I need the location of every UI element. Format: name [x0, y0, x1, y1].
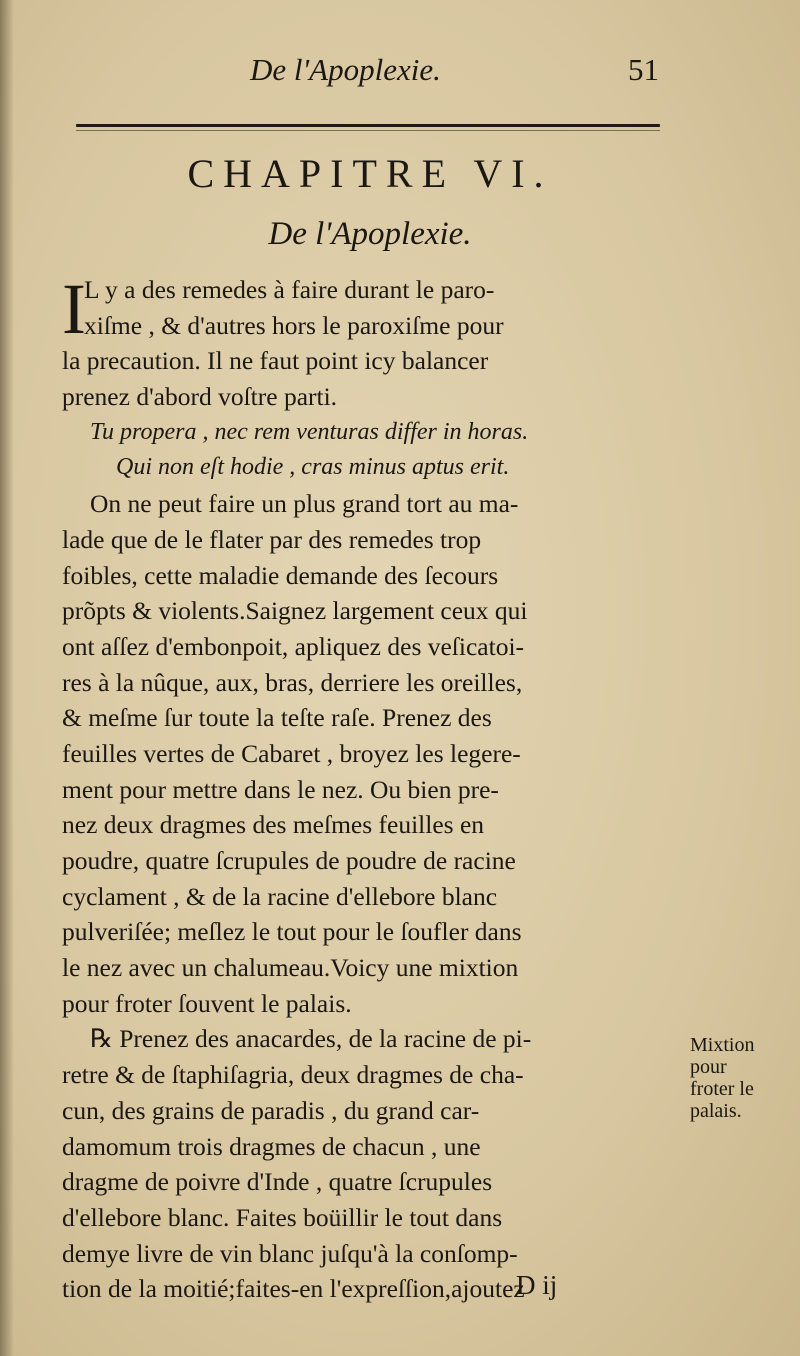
text-line: cun, des grains de paradis , du grand car-: [62, 1095, 480, 1125]
chapter-title: CHAPITRE VI.: [187, 151, 553, 196]
header-rule: [76, 124, 660, 127]
text-line: la precaution. Il ne faut point icy balancer: [62, 346, 489, 376]
text-line: tion de la moitié;faites-en l'expreſſion,ajoutez: [62, 1274, 525, 1304]
text-line: le nez avec un chalumeau.Voicy une mixtion: [62, 953, 519, 983]
text-line: xiſme , & d'autres hors le paroxiſme pour: [84, 310, 504, 340]
margin-note-line: Mixtion: [690, 1034, 755, 1056]
text-line: ment pour mettre dans le nez. Ou bien pre-: [62, 774, 499, 804]
chapter-subtitle: De l'Apoplexie.: [268, 216, 472, 252]
text-line: ont aſſez d'embonpoit, apliquez des veſicatoi-: [62, 631, 525, 661]
page-gutter-shadow: [0, 0, 14, 1356]
text-line: damomum trois dragmes de chacun , une: [62, 1131, 481, 1161]
margin-note-line: pour: [690, 1056, 727, 1078]
text-line: feuilles vertes de Cabaret , broyez les legere-: [62, 738, 521, 768]
page-number: 51: [628, 52, 659, 87]
text-line: dragme de poivre d'Inde , quatre ſcrupules: [62, 1167, 493, 1197]
text-line: foibles, cette maladie demande des ſecours: [62, 560, 499, 590]
header-rule-thin: [76, 130, 660, 131]
verse-line: Qui non eſt hodie , cras minus aptus erit.: [116, 454, 510, 481]
text-line: pour froter ſouvent le palais.: [62, 988, 352, 1018]
text-line: pulveriſée; meſlez le tout pour le ſoufler dans: [62, 917, 522, 947]
verse-line: Tu propera , nec rem venturas differ in horas.: [90, 418, 529, 445]
text-line: res à la nûque, aux, bras, derriere les oreilles,: [62, 667, 523, 697]
text-line: cyclament , & de la racine d'ellebore blanc: [62, 881, 498, 911]
text-line: L y a des remedes à faire durant le paro-: [84, 275, 495, 304]
text-line: poudre, quatre ſcrupules de poudre de racine: [62, 846, 516, 875]
running-title: De l'Apoplexie.: [250, 52, 441, 87]
text-line: d'ellebore blanc. Faites boüillir le tout dans: [62, 1202, 503, 1232]
text-line: On ne peut faire un plus grand tort au ma-: [90, 489, 519, 519]
signature-mark: D ij: [516, 1270, 558, 1300]
running-head: [0, 52, 800, 102]
margin-note: [690, 1034, 800, 1122]
text-line: prõpts & violents.Saignez largement ceux qui: [62, 596, 528, 626]
text-line: nez deux dragmes des meſmes feuilles en: [62, 810, 485, 840]
text-line: lade que de le flater par des remedes trop: [62, 524, 482, 554]
text-line: retre & de ſtaphiſagria, deux dragmes de cha-: [62, 1060, 524, 1090]
text-line: ℞ Prenez des anacardes, de la racine de pi-: [90, 1024, 532, 1054]
body-text: [62, 269, 682, 1307]
text-line: prenez d'abord voſtre parti.: [62, 382, 338, 412]
text-line: demye livre de vin blanc juſqu'à la conſomp-: [62, 1238, 518, 1268]
drop-cap: I: [62, 269, 86, 349]
margin-note-line: palais.: [690, 1100, 742, 1122]
margin-note-line: froter le: [690, 1078, 754, 1100]
text-line: & meſme ſur toute la teſte raſe. Prenez des: [62, 703, 492, 733]
